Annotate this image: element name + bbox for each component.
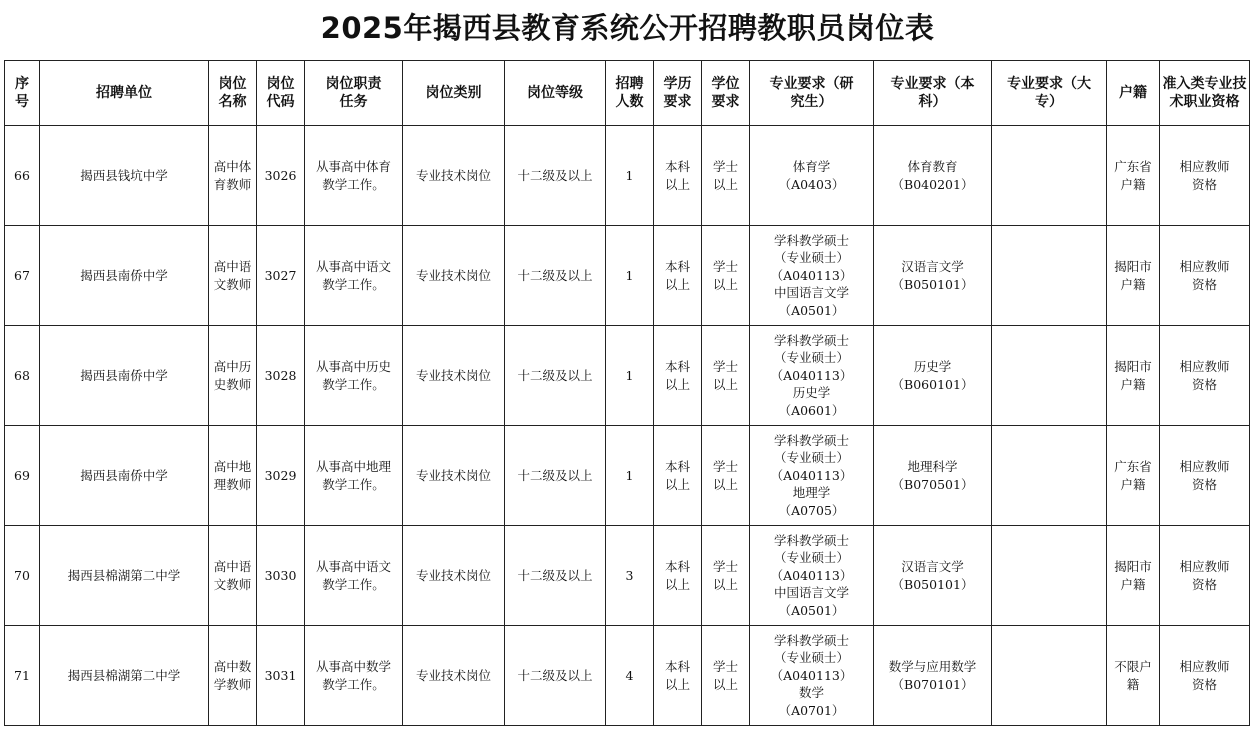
table-row xyxy=(5,226,1250,326)
cell-level: 十二级及以上 xyxy=(505,326,606,426)
cell-unit: 揭西县钱坑中学 xyxy=(40,126,209,226)
cell-degree: 学士以上 xyxy=(702,626,750,726)
cell-duty: 从事高中语文教学工作。 xyxy=(305,226,403,326)
header-duty: 岗位职责任务 xyxy=(305,61,403,126)
cell-degree: 学士以上 xyxy=(702,426,750,526)
cell-duty: 从事高中地理教学工作。 xyxy=(305,426,403,526)
cell-qualification: 相应教师资格 xyxy=(1160,126,1250,226)
table-row xyxy=(5,126,1250,226)
cell-unit: 揭西县棉湖第二中学 xyxy=(40,526,209,626)
cell-education: 本科以上 xyxy=(654,526,702,626)
cell-major-bachelor: 地理科学 （B070501） xyxy=(874,426,992,526)
cell-qualification: 相应教师资格 xyxy=(1160,626,1250,726)
table-row xyxy=(5,426,1250,526)
cell-duty: 从事高中体育教学工作。 xyxy=(305,126,403,226)
cell-major-college xyxy=(992,526,1107,626)
cell-post-name: 高中历史教师 xyxy=(209,326,257,426)
cell-qualification: 相应教师资格 xyxy=(1160,326,1250,426)
cell-major-college xyxy=(992,226,1107,326)
cell-seq: 71 xyxy=(5,626,40,726)
cell-major-college xyxy=(992,326,1107,426)
cell-seq: 70 xyxy=(5,526,40,626)
cell-duty: 从事高中语文教学工作。 xyxy=(305,526,403,626)
cell-major-college xyxy=(992,426,1107,526)
cell-degree: 学士以上 xyxy=(702,126,750,226)
header-level: 岗位等级 xyxy=(505,61,606,126)
cell-major-college xyxy=(992,626,1107,726)
table-row xyxy=(5,326,1250,426)
cell-post-name: 高中体育教师 xyxy=(209,126,257,226)
cell-major-grad: 学科教学硕士 （专业硕士） （A040113） 地理学 （A0705） xyxy=(750,426,874,526)
cell-post-code: 3027 xyxy=(257,226,305,326)
cell-count: 1 xyxy=(606,426,654,526)
cell-duty: 从事高中数学教学工作。 xyxy=(305,626,403,726)
cell-degree: 学士以上 xyxy=(702,226,750,326)
cell-qualification: 相应教师资格 xyxy=(1160,526,1250,626)
cell-post-name: 高中语文教师 xyxy=(209,226,257,326)
cell-education: 本科以上 xyxy=(654,326,702,426)
header-degree: 学位要求 xyxy=(702,61,750,126)
header-unit: 招聘单位 xyxy=(40,61,209,126)
cell-unit: 揭西县南侨中学 xyxy=(40,226,209,326)
table-row xyxy=(5,626,1250,726)
cell-level: 十二级及以上 xyxy=(505,126,606,226)
cell-degree: 学士以上 xyxy=(702,326,750,426)
cell-post-code: 3031 xyxy=(257,626,305,726)
header-major-bachelor: 专业要求（本科） xyxy=(874,61,992,126)
cell-education: 本科以上 xyxy=(654,626,702,726)
cell-post-name: 高中地理教师 xyxy=(209,426,257,526)
cell-hukou: 广东省户籍 xyxy=(1107,126,1160,226)
cell-post-code: 3030 xyxy=(257,526,305,626)
cell-count: 1 xyxy=(606,326,654,426)
cell-seq: 67 xyxy=(5,226,40,326)
page-title: 2025年揭西县教育系统公开招聘教职员岗位表 xyxy=(320,11,935,45)
header-qualification: 准入类专业技术职业资格 xyxy=(1160,61,1250,126)
cell-degree: 学士以上 xyxy=(702,526,750,626)
cell-unit: 揭西县南侨中学 xyxy=(40,426,209,526)
cell-post-code: 3026 xyxy=(257,126,305,226)
cell-duty: 从事高中历史教学工作。 xyxy=(305,326,403,426)
cell-category: 专业技术岗位 xyxy=(403,326,505,426)
cell-post-name: 高中语文教师 xyxy=(209,526,257,626)
header-hukou: 户籍 xyxy=(1107,61,1160,126)
cell-major-bachelor: 数学与应用数学 （B070101） xyxy=(874,626,992,726)
cell-hukou: 揭阳市户籍 xyxy=(1107,526,1160,626)
cell-seq: 68 xyxy=(5,326,40,426)
cell-major-grad: 学科教学硕士 （专业硕士） （A040113） 中国语言文学 （A0501） xyxy=(750,526,874,626)
cell-count: 3 xyxy=(606,526,654,626)
cell-hukou: 揭阳市户籍 xyxy=(1107,226,1160,326)
cell-post-name: 高中数学教师 xyxy=(209,626,257,726)
cell-education: 本科以上 xyxy=(654,226,702,326)
cell-major-grad: 体育学 （A0403） xyxy=(750,126,874,226)
cell-major-grad: 学科教学硕士 （专业硕士） （A040113） 数学 （A0701） xyxy=(750,626,874,726)
cell-category: 专业技术岗位 xyxy=(403,526,505,626)
cell-qualification: 相应教师资格 xyxy=(1160,226,1250,326)
cell-hukou: 不限户籍 xyxy=(1107,626,1160,726)
header-major-college: 专业要求（大专） xyxy=(992,61,1107,126)
cell-education: 本科以上 xyxy=(654,126,702,226)
cell-post-code: 3029 xyxy=(257,426,305,526)
cell-level: 十二级及以上 xyxy=(505,226,606,326)
header-post-code: 岗位代码 xyxy=(257,61,305,126)
cell-education: 本科以上 xyxy=(654,426,702,526)
cell-category: 专业技术岗位 xyxy=(403,626,505,726)
cell-major-grad: 学科教学硕士 （专业硕士） （A040113） 中国语言文学 （A0501） xyxy=(750,226,874,326)
cell-count: 1 xyxy=(606,226,654,326)
cell-level: 十二级及以上 xyxy=(505,426,606,526)
cell-seq: 69 xyxy=(5,426,40,526)
cell-level: 十二级及以上 xyxy=(505,626,606,726)
header-seq: 序号 xyxy=(5,61,40,126)
cell-qualification: 相应教师资格 xyxy=(1160,426,1250,526)
cell-major-bachelor: 历史学 （B060101） xyxy=(874,326,992,426)
table-row xyxy=(5,526,1250,626)
recruitment-table xyxy=(4,60,1250,726)
cell-major-bachelor: 体育教育 （B040201） xyxy=(874,126,992,226)
cell-seq: 66 xyxy=(5,126,40,226)
cell-category: 专业技术岗位 xyxy=(403,426,505,526)
cell-hukou: 广东省户籍 xyxy=(1107,426,1160,526)
header-major-grad: 专业要求（研究生） xyxy=(750,61,874,126)
cell-hukou: 揭阳市户籍 xyxy=(1107,326,1160,426)
header-post-name: 岗位名称 xyxy=(209,61,257,126)
header-count: 招聘人数 xyxy=(606,61,654,126)
cell-major-grad: 学科教学硕士 （专业硕士） （A040113） 历史学 （A0601） xyxy=(750,326,874,426)
cell-count: 1 xyxy=(606,126,654,226)
header-category: 岗位类别 xyxy=(403,61,505,126)
cell-major-college xyxy=(992,126,1107,226)
cell-unit: 揭西县南侨中学 xyxy=(40,326,209,426)
cell-category: 专业技术岗位 xyxy=(403,126,505,226)
cell-level: 十二级及以上 xyxy=(505,526,606,626)
cell-post-code: 3028 xyxy=(257,326,305,426)
cell-count: 4 xyxy=(606,626,654,726)
cell-unit: 揭西县棉湖第二中学 xyxy=(40,626,209,726)
header-row xyxy=(5,61,1250,126)
cell-major-bachelor: 汉语言文学 （B050101） xyxy=(874,526,992,626)
cell-category: 专业技术岗位 xyxy=(403,226,505,326)
header-education: 学历要求 xyxy=(654,61,702,126)
cell-major-bachelor: 汉语言文学 （B050101） xyxy=(874,226,992,326)
